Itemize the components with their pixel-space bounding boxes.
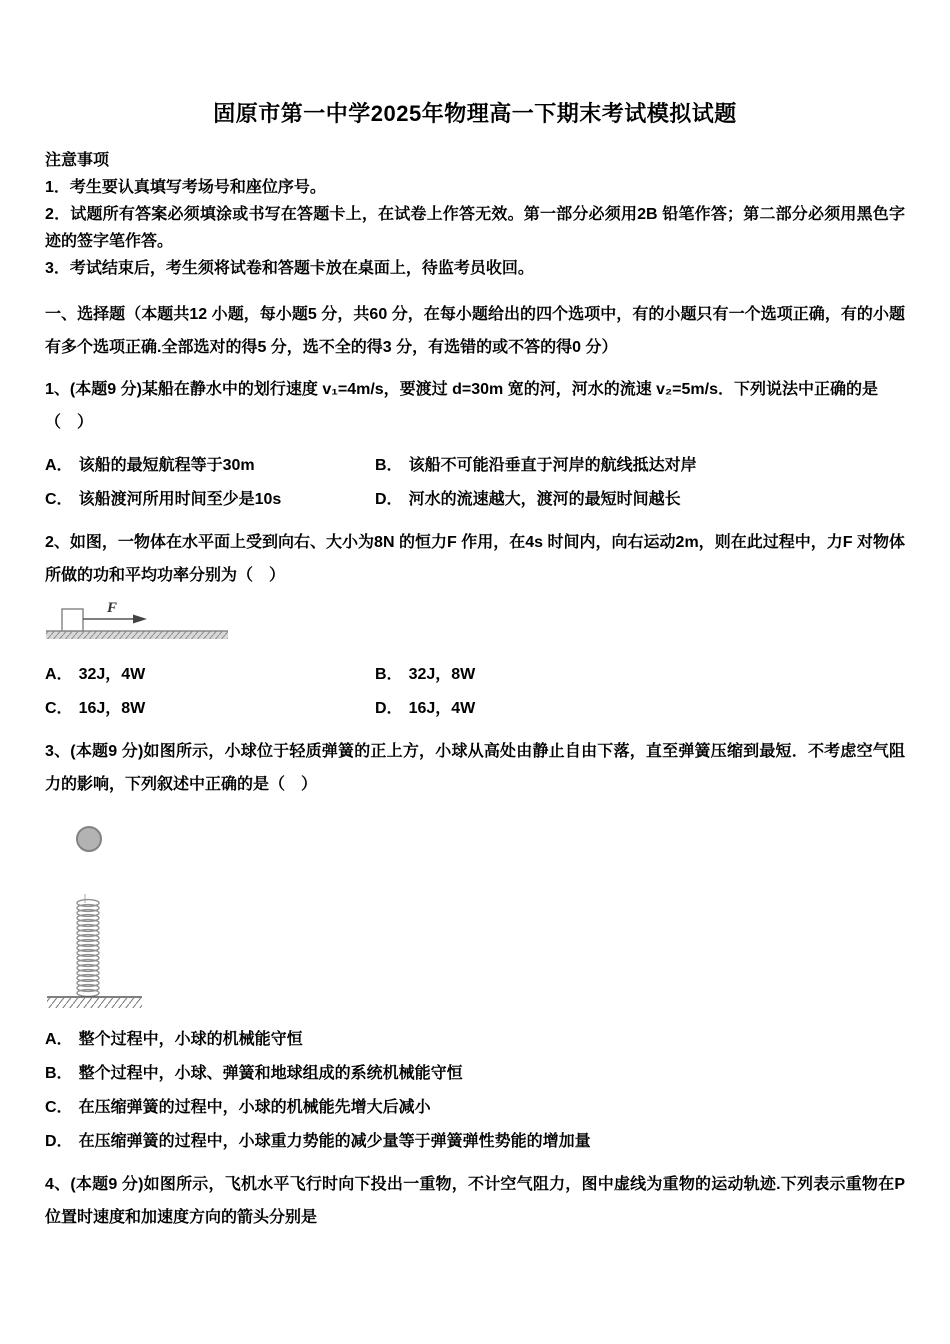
ball (77, 827, 101, 851)
question-2-stem: 2、如图，一物体在水平面上受到向右、大小为8N 的恒力F 作用，在4s 时间内，向右运动2m，则在此过程中，力F 对物体所做的功和平均功率分别为（ ） (45, 534, 905, 584)
option-text: 16J，8W (78, 700, 146, 717)
notice-section (45, 148, 905, 282)
question-3 (45, 735, 905, 1159)
question-4 (45, 1168, 905, 1234)
notice-item-2: 2．试题所有答案必须填涂或书写在答题卡上，在试卷上作答无效。第一部分必须用2B 铅笔作答；第二部分必须用黑色字迹的签字笔作答。 (45, 206, 905, 250)
choice-section-heading: 一、选择题（本题共12 小题，每小题5 分，共60 分，在每小题给出的四个选项中，有的小题只有一个选项正确，有的小题有多个选项正确.全部选对的得5 分，选不全的得3 分，有选错的或不答的得0 分） (45, 306, 905, 356)
block-force-diagram (45, 600, 245, 648)
option-a (45, 658, 375, 692)
question-1-answer-bracket: （ ） (45, 414, 94, 431)
notice-item-3: 3．考试结束后，考生须将试卷和答题卡放在桌面上，待监考员收回。 (45, 260, 534, 277)
option-b (375, 658, 905, 692)
option-label: C． (45, 491, 73, 508)
option-c (45, 483, 375, 517)
option-c (45, 1091, 905, 1125)
option-text: 32J，8W (408, 666, 476, 683)
option-label: D． (375, 700, 403, 717)
option-d (45, 1125, 905, 1159)
option-label: B． (375, 666, 403, 683)
option-text: 在压缩弹簧的过程中，小球的机械能先增大后减小 (78, 1099, 431, 1116)
question-2-options (45, 658, 905, 726)
option-label: A． (45, 1031, 73, 1048)
option-b (45, 1057, 905, 1091)
question-4-stem: 4、(本题9 分)如图所示，飞机水平飞行时向下投出一重物，不计空气阻力，图中虚线为重物的运动轨迹.下列表示重物在P 位置时速度和加速度方向的箭头分别是 (45, 1176, 905, 1226)
option-d (375, 692, 905, 726)
spring (77, 900, 99, 997)
option-text: 河水的流速越大，渡河的最短时间越长 (408, 491, 681, 508)
ball-spring-diagram (45, 815, 175, 1011)
question-1-options (45, 449, 905, 517)
ground-hatch (47, 998, 142, 1008)
option-text: 在压缩弹簧的过程中，小球重力势能的减少量等于弹簧弹性势能的增加量 (78, 1133, 591, 1150)
option-label: A． (45, 666, 73, 683)
question-1-stem: 1、(本题9 分)某船在静水中的划行速度 v₁=4m/s，要渡过 d=30m 宽的河，河水的流速 v₂=5m/s．下列说法中正确的是 (45, 381, 878, 398)
option-text: 该船渡河所用时间至少是10s (78, 491, 282, 508)
option-label: D． (45, 1133, 73, 1150)
option-label: C． (45, 700, 73, 717)
option-label: C． (45, 1099, 73, 1116)
question-1 (45, 373, 905, 517)
option-text: 整个过程中，小球、弹簧和地球组成的系统机械能守恒 (78, 1065, 463, 1082)
question-3-stem: 3、(本题9 分)如图所示，小球位于轻质弹簧的正上方，小球从高处由静止自由下落，直至弹簧压缩到最短．不考虑空气阻力的影响，下列叙述中正确的是（ ） (45, 743, 905, 793)
question-3-options (45, 1023, 905, 1159)
notice-heading: 注意事项 (45, 152, 110, 169)
option-c (45, 692, 375, 726)
question-2 (45, 526, 905, 726)
option-a (45, 1023, 905, 1057)
option-label: B． (45, 1065, 73, 1082)
option-label: D． (375, 491, 403, 508)
notice-item-1: 1．考生要认真填写考场号和座位序号。 (45, 179, 326, 196)
ground-hatch (46, 631, 228, 639)
option-text: 32J，4W (78, 666, 146, 683)
option-label: A． (45, 457, 73, 474)
option-d (375, 483, 905, 517)
option-b (375, 449, 905, 483)
option-text: 该船的最短航程等于30m (78, 457, 255, 474)
option-text: 16J，4W (408, 700, 476, 717)
option-label: B． (375, 457, 403, 474)
page-title: 固原市第一中学2025年物理高一下期末考试模拟试题 (213, 101, 737, 126)
force-label: F (107, 600, 118, 616)
option-a (45, 449, 375, 483)
option-text: 该船不可能沿垂直于河岸的航线抵达对岸 (408, 457, 697, 474)
force-arrow-head (133, 615, 147, 624)
option-text: 整个过程中，小球的机械能守恒 (78, 1031, 303, 1048)
block (62, 609, 83, 631)
